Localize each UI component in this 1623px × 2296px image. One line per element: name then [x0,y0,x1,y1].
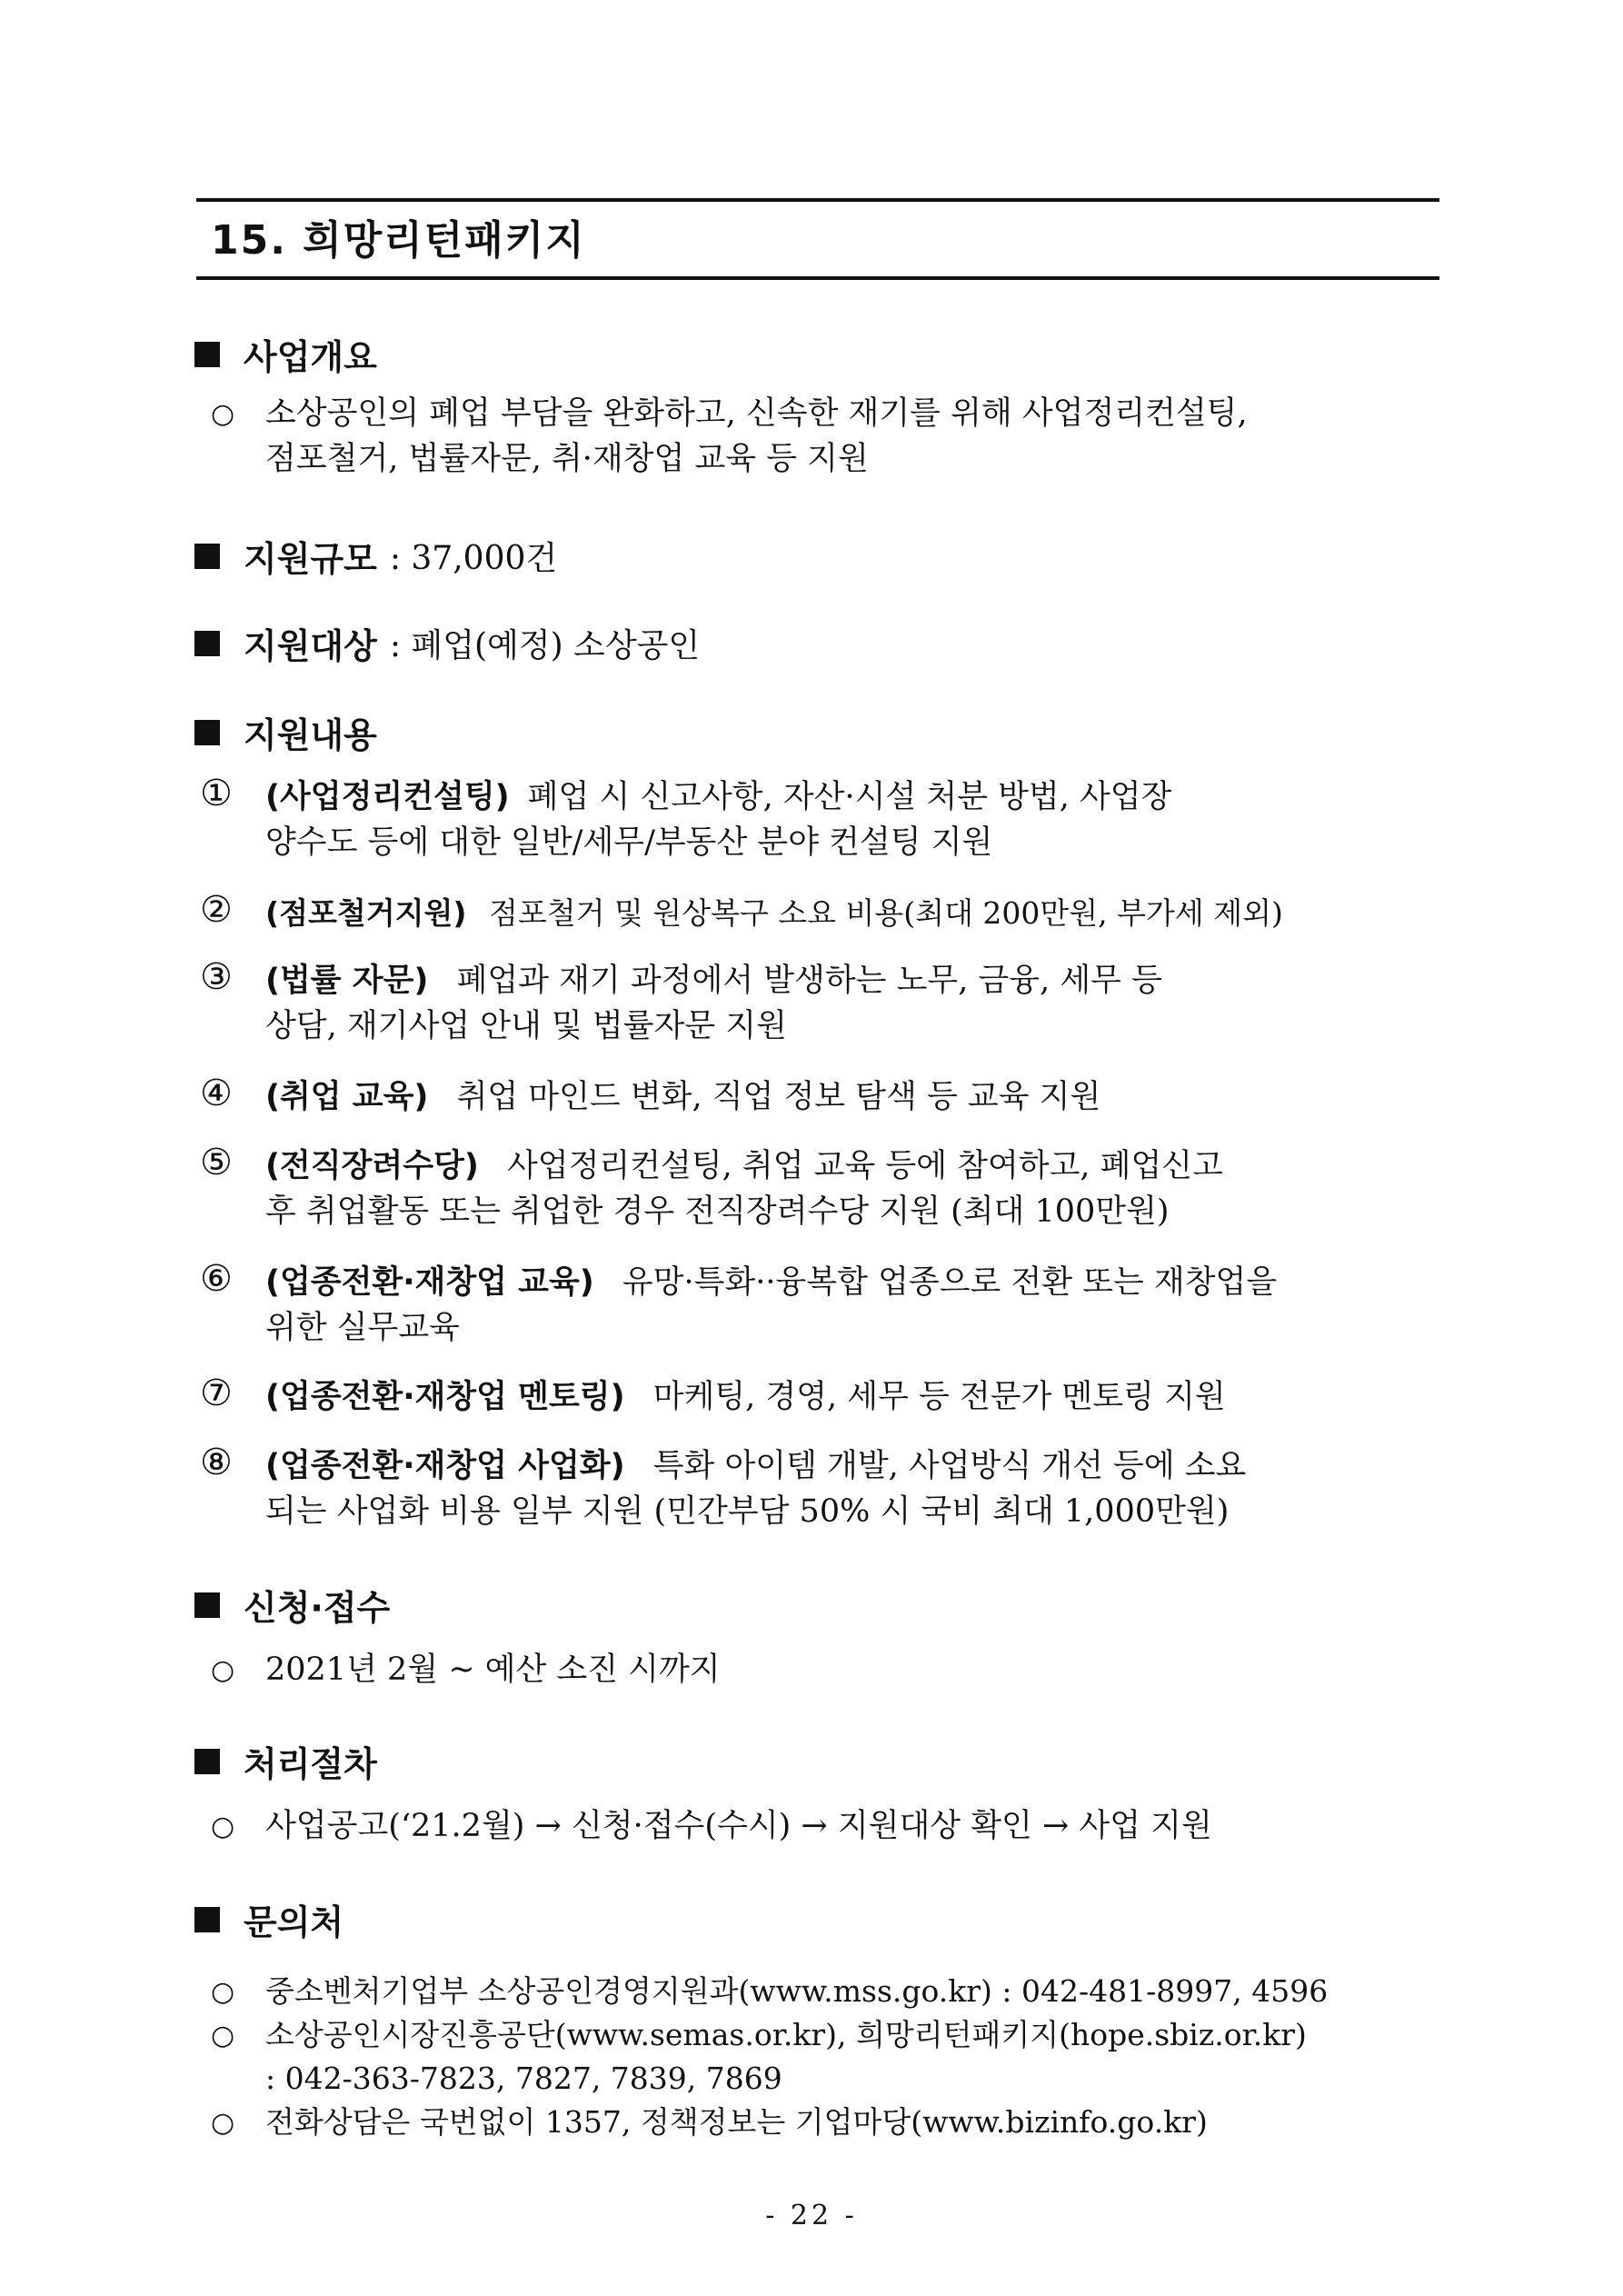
contact-line-1: 중소벤처기업부 소상공인경영지원과(www.mss.go.kr) : 042-481-8997, 4596 [265,1973,1329,2009]
content-item-1-line-1 [265,774,1443,820]
item-title: (업종전환·재창업 사업화) [265,1448,625,1484]
square-bullet-icon [194,631,220,656]
title-top-rule [196,198,1439,202]
item-text: 폐업과 재기 과정에서 발생하는 노무, 금융, 세무 등 [456,963,1162,999]
process-line-1: 사업공고(‘21.2월) → 신청·접수(수시) → 지원대상 확인 → 사업 지원 [265,1808,1212,1844]
apply-line-1: 2021년 2월 ~ 예산 소진 시까지 [265,1652,721,1688]
square-bullet-icon [194,1592,220,1618]
section-heading: 사업개요 [244,337,377,377]
contact-line-4: 전화상담은 국번없이 1357, 정책정보는 기업마당(www.bizinfo.go.kr) [265,2104,1208,2140]
item-text: 특화 아이템 개발, 사업방식 개선 등에 소요 [652,1448,1247,1484]
item-number: ⑤ [200,1142,233,1183]
item-title: (취업 교육) [265,1079,429,1115]
section-target [194,618,700,668]
item-title: (법률 자문) [265,963,429,999]
item-text: 취업 마인드 변화, 직업 정보 탐색 등 교육 지원 [456,1079,1101,1115]
title-bottom-rule [196,276,1439,280]
content-item-5-line-2: 후 취업활동 또는 취업한 경우 전직장려수당 지원 (최대 100만원) [265,1193,1170,1230]
item-number: ④ [200,1073,233,1114]
target-value: : 폐업(예정) 소상공인 [389,627,701,664]
content-item-8-line-1 [265,1443,1246,1489]
page-title: 15. 희망리턴패키지 [211,217,586,264]
circle-bullet-icon: ○ [211,1811,235,1842]
square-bullet-icon [194,342,220,367]
item-title: (사업정리컨설팅) [265,779,510,815]
content-item-6-line-2: 위한 실무교육 [265,1310,460,1346]
circle-bullet-icon: ○ [211,1976,235,2008]
item-title: (점포철거지원) [265,895,467,931]
content-item-6-line-1 [265,1260,1277,1305]
section-heading: 처리절차 [244,1744,377,1784]
item-title: (업종전환·재창업 교육) [265,1264,594,1301]
square-bullet-icon [194,1907,220,1932]
item-number: ⑥ [200,1258,233,1300]
section-heading: 지원규모 [244,539,377,579]
square-bullet-icon [194,720,220,745]
content-item-1-line-2: 양수도 등에 대한 일반/세무/부동산 분야 컨설팅 지원 [265,824,993,861]
content-item-8-line-2: 되는 사업화 비용 일부 지원 (민간부담 50% 시 국비 최대 1,000만원) [265,1493,1230,1530]
item-text: 마케팅, 경영, 세무 등 전문가 멘토링 지원 [652,1379,1226,1415]
section-apply [194,1580,390,1630]
item-number: ⑧ [200,1442,233,1483]
item-text: 유망·특화··융복합 업종으로 전환 또는 재창업을 [622,1264,1278,1301]
item-number: ③ [200,956,233,998]
circle-bullet-icon: ○ [211,2020,235,2051]
square-bullet-icon [194,1749,220,1774]
scale-value: : 37,000건 [389,540,558,577]
item-number: ① [200,773,233,814]
square-bullet-icon [194,544,220,569]
circle-bullet-icon: ○ [211,2107,235,2139]
contact-line-3: : 042-363-7823, 7827, 7839, 7869 [265,2061,782,2096]
circle-bullet-icon: ○ [211,1654,235,1686]
content-item-5-line-1 [265,1143,1223,1189]
page-number: - 22 - [765,2200,858,2231]
item-text: 사업정리컨설팅, 취업 교육 등에 참여하고, 폐업신고 [507,1148,1223,1184]
item-number: ② [200,889,233,931]
section-heading: 지원대상 [244,626,377,666]
content-item-2-line-1 [265,891,1283,936]
section-process [194,1736,377,1786]
item-text: 점포철거 및 원상복구 소요 비용(최대 200만원, 부가세 제외) [488,895,1283,931]
circle-bullet-icon: ○ [211,398,235,430]
section-contact [194,1894,344,1944]
content-item-7-line-1 [265,1374,1226,1420]
section-heading: 지원내용 [244,715,377,755]
item-title: (전직장려수당) [265,1148,479,1184]
item-title: (업종전환·재창업 멘토링) [265,1379,625,1415]
item-number: ⑦ [200,1373,233,1414]
section-scale [194,531,557,581]
section-content [194,707,377,757]
content-item-3-line-1 [265,958,1162,1003]
item-text: 폐업 시 신고사항, 자산·시설 처분 방법, 사업장 [527,779,1172,815]
overview-line-1: 소상공인의 폐업 부담을 완화하고, 신속한 재기를 위해 사업정리컨설팅, [265,395,1248,432]
overview-line-2: 점포철거, 법률자문, 취·재창업 교육 등 지원 [265,441,869,477]
contact-line-2: 소상공인시장진흥공단(www.semas.or.kr), 희망리턴패키지(hope.sbiz.or.kr) [265,2017,1307,2052]
section-heading: 신청·접수 [244,1588,391,1628]
section-overview [194,329,377,379]
content-item-3-line-2: 상담, 재기사업 안내 및 법률자문 지원 [265,1008,787,1044]
content-item-4-line-1 [265,1074,1100,1120]
section-heading: 문의처 [244,1902,344,1942]
